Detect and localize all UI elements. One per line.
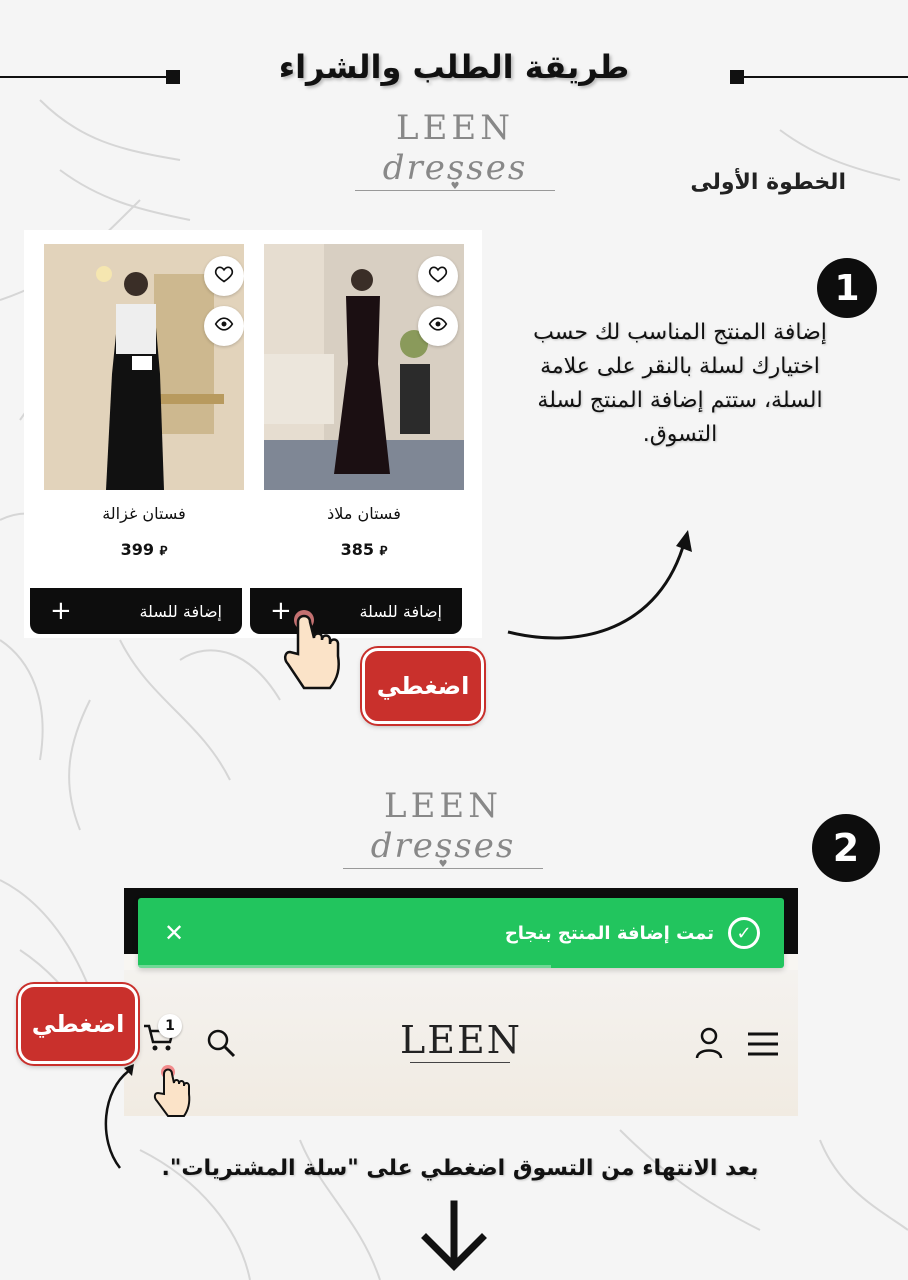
user-icon[interactable] (694, 1026, 724, 1064)
product-price (264, 540, 464, 559)
pointing-hand-icon (282, 608, 344, 700)
brand-watermark (318, 786, 568, 869)
product-name[interactable]: فستان ملاذ (327, 504, 401, 523)
store-logo[interactable] (400, 1018, 520, 1063)
products-panel (24, 230, 482, 638)
step2-instruction: بعد الانتهاء من التسوق اضغطي على "سلة المشتريات". (161, 1156, 759, 1181)
check-circle-icon: ✓ (728, 917, 760, 949)
price-value: 385 (340, 540, 375, 559)
plus-icon: + (270, 596, 292, 626)
brand-name-second: dresses (370, 826, 516, 866)
quick-view-button[interactable] (204, 306, 244, 346)
step1-title: الخطوة الأولى (690, 170, 846, 195)
riyal-icon: ⃁ (159, 544, 168, 559)
product-image[interactable] (44, 244, 244, 490)
add-to-cart-label: إضافة للسلة (139, 601, 222, 621)
product-name[interactable]: فستان غزالة (102, 504, 186, 523)
heart-icon (214, 264, 234, 288)
product-price (44, 540, 244, 559)
press-badge: اضغطي (18, 984, 138, 1064)
brand-name-second: dresses (382, 148, 528, 188)
page-title: طريقة الطلب والشراء (278, 48, 630, 86)
eye-icon (214, 314, 234, 338)
quick-view-button[interactable] (418, 306, 458, 346)
down-arrow-icon (420, 1200, 488, 1272)
brand-name-first: LEEN (396, 108, 514, 148)
add-to-cart-label: إضافة للسلة (359, 601, 442, 621)
curved-arrow-icon (500, 520, 700, 650)
toast-progress (138, 965, 551, 968)
step2-number: 2 (812, 814, 880, 882)
add-to-cart-button[interactable] (30, 588, 242, 634)
search-icon[interactable] (206, 1028, 236, 1062)
wishlist-button[interactable] (204, 256, 244, 296)
menu-icon[interactable] (746, 1030, 780, 1062)
success-toast (138, 898, 784, 968)
brand-name-first: LEEN (384, 786, 502, 826)
product-image[interactable] (264, 244, 464, 490)
price-value: 399 (120, 540, 155, 559)
toast-message-wrap (505, 917, 760, 949)
eye-icon (428, 314, 448, 338)
step1-number: 1 (817, 258, 877, 318)
store-logo-text: LEEN (400, 1018, 522, 1062)
close-icon[interactable]: ✕ (164, 919, 185, 947)
press-badge: اضغطي (362, 648, 484, 724)
toast-message: تمت إضافة المنتج بنجاح (504, 922, 714, 944)
brand-watermark (330, 108, 580, 191)
tap-hand-icon (152, 1062, 192, 1120)
riyal-icon: ⃁ (379, 544, 388, 559)
heart-icon (428, 264, 448, 288)
wishlist-button[interactable] (418, 256, 458, 296)
step1-instruction: إضافة المنتج المناسب لك حسب اختيارك لسلة بالنقر على علامة السلة، ستتم إضافة المنتج لسلة التسوق. (533, 320, 827, 447)
plus-icon: + (50, 596, 72, 626)
cart-count-badge: 1 (158, 1014, 182, 1038)
